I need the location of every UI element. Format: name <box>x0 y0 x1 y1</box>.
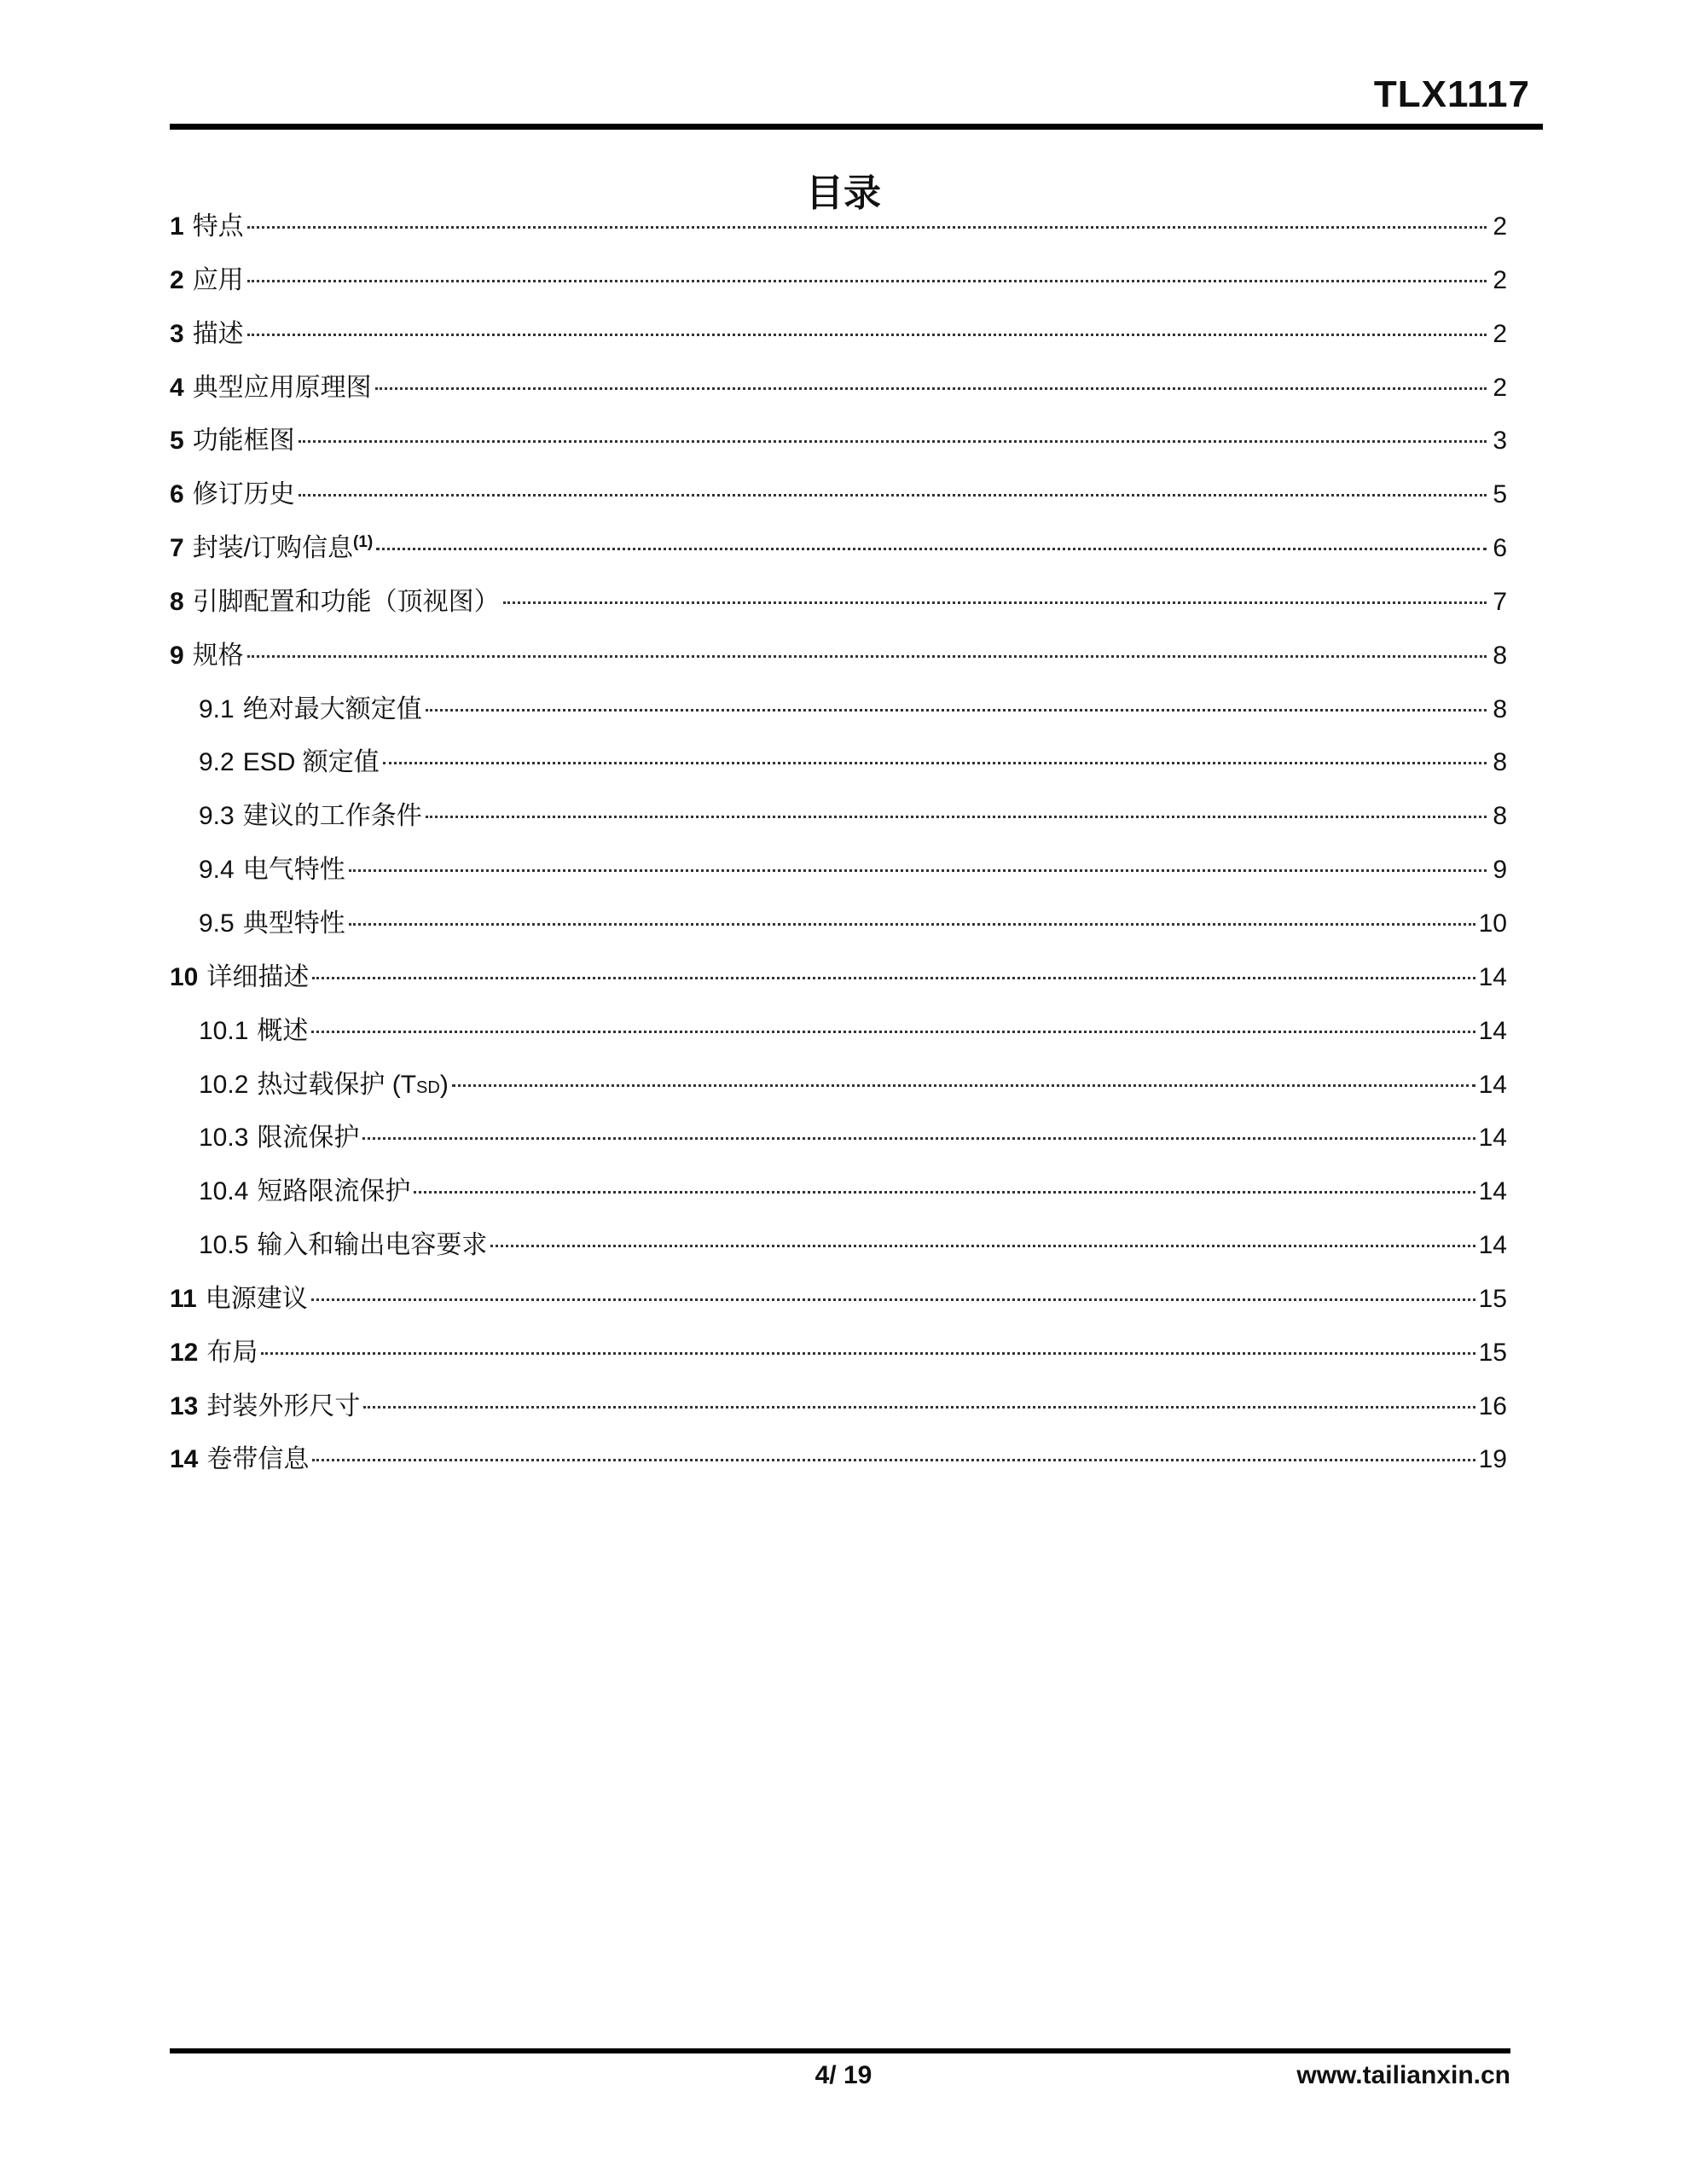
toc-entry-page-number: 2 <box>1493 265 1507 294</box>
toc-entry-title-text: 应用 <box>192 265 244 294</box>
toc-entry-number: 5 <box>170 427 184 456</box>
toc-dot-leader <box>490 1245 1475 1247</box>
toc-entry-number: 11 <box>170 1284 197 1313</box>
toc-dot-leader <box>375 387 1487 390</box>
toc-entry-title-text: ESD 额定值 <box>242 748 380 777</box>
toc-entry-page-number: 2 <box>1493 319 1507 348</box>
toc-entry[interactable] <box>170 206 1507 259</box>
toc-entry-page-number: 5 <box>1493 480 1507 509</box>
toc-entry-title <box>248 1010 308 1053</box>
toc-entry-title <box>184 581 500 624</box>
toc-dot-leader <box>383 762 1487 764</box>
toc-entry-title-text: 修订历史 <box>192 480 295 509</box>
toc-entry-number: 10.1 <box>199 1016 249 1045</box>
toc-dot-leader <box>363 1406 1475 1409</box>
toc-entry[interactable] <box>170 259 1507 313</box>
toc-entry-title <box>198 1438 309 1481</box>
toc-entry-title-text: 特点 <box>192 212 244 241</box>
toc-entry-title-text: 绝对最大额定值 <box>242 694 422 723</box>
toc-entry-title <box>184 206 244 248</box>
toc-entry-title-text: 典型特性 <box>242 909 345 938</box>
toc-entry-title-text: 规格 <box>192 641 244 670</box>
toc-entry-title <box>184 527 374 570</box>
toc-entry-title <box>198 1385 360 1428</box>
toc-entry-title-text: 典型应用原理图 <box>192 373 372 402</box>
toc-dot-leader <box>376 548 1487 550</box>
document-header-title: TLX1117 <box>1373 73 1530 115</box>
toc-entry-title-text: 功能框图 <box>192 427 295 456</box>
toc-dot-leader <box>312 977 1475 979</box>
toc-entry[interactable] <box>170 956 1507 1010</box>
toc-entry[interactable] <box>170 1278 1507 1332</box>
toc-entry-title <box>198 1332 258 1374</box>
toc-entry[interactable] <box>170 1064 1507 1118</box>
toc-entry-title-text: 短路限流保护 <box>257 1177 411 1206</box>
toc-entry-page-number: 8 <box>1493 641 1507 670</box>
toc-entry-title <box>235 688 422 731</box>
toc-entry-page-number: 8 <box>1493 748 1507 777</box>
toc-entry[interactable] <box>170 367 1507 421</box>
toc-entry[interactable] <box>170 1224 1507 1278</box>
toc-entry-title-end: ) <box>439 1070 449 1099</box>
toc-entry-title <box>235 795 422 838</box>
toc-entry-page-number: 14 <box>1478 1231 1507 1260</box>
toc-entry-number: 1 <box>170 212 184 241</box>
toc-entry[interactable] <box>170 1117 1507 1170</box>
toc-dot-leader <box>452 1084 1475 1087</box>
toc-entry-number: 10.2 <box>199 1070 249 1099</box>
toc-entry[interactable] <box>170 1010 1507 1064</box>
header-rule <box>170 124 1543 130</box>
toc-entry-number: 3 <box>170 319 184 348</box>
footer-website: www.tailianxin.cn <box>1296 2061 1510 2089</box>
toc-entry-title-text: 封装外形尺寸 <box>206 1391 361 1420</box>
toc-dot-leader <box>426 709 1487 712</box>
footer-rule <box>170 2048 1510 2053</box>
toc-dot-leader <box>311 1031 1475 1033</box>
toc-entry-number: 9.1 <box>199 694 235 723</box>
toc-entry-title <box>248 1170 410 1213</box>
toc-entry-number: 2 <box>170 265 184 294</box>
toc-entry-title-text: 热过载保护 (T <box>257 1070 417 1099</box>
toc-entry-page-number: 8 <box>1493 802 1507 831</box>
toc-entry-number: 9 <box>170 641 184 670</box>
toc-dot-leader <box>247 655 1487 658</box>
toc-entry-page-number: 15 <box>1478 1338 1507 1367</box>
toc-entry-title <box>248 1224 487 1267</box>
table-of-contents <box>170 206 1507 1492</box>
toc-dot-leader <box>414 1191 1475 1194</box>
toc-entry-title <box>235 741 380 784</box>
toc-entry-page-number: 8 <box>1493 694 1507 723</box>
toc-entry-page-number: 6 <box>1493 534 1507 563</box>
toc-entry-title-text: 电气特性 <box>242 856 345 885</box>
toc-entry-page-number: 14 <box>1478 1124 1507 1153</box>
toc-entry[interactable] <box>170 688 1507 742</box>
toc-entry-title <box>184 473 295 516</box>
footer-page-indicator: 4/ 19 <box>815 2061 872 2089</box>
toc-entry[interactable] <box>170 741 1507 795</box>
toc-entry-number: 9.2 <box>199 748 235 777</box>
toc-entry-number: 10 <box>170 962 199 991</box>
toc-entry-page-number: 14 <box>1478 962 1507 991</box>
toc-entry-title-text: 概述 <box>257 1016 309 1045</box>
toc-entry-title <box>197 1278 308 1321</box>
toc-entry-title <box>184 259 244 302</box>
toc-entry-title <box>198 956 309 999</box>
toc-entry-number: 8 <box>170 587 184 616</box>
toc-dot-leader <box>349 869 1487 872</box>
toc-entry-title-text: 卷带信息 <box>206 1445 310 1474</box>
toc-entry-number: 7 <box>170 534 184 563</box>
toc-entry-page-number: 19 <box>1478 1445 1507 1474</box>
toc-entry-page-number: 9 <box>1493 856 1507 885</box>
toc-entry-title <box>235 849 345 892</box>
toc-entry-number: 12 <box>170 1338 199 1367</box>
toc-entry-title <box>184 420 295 462</box>
toc-dot-leader <box>503 601 1487 604</box>
toc-entry[interactable] <box>170 473 1507 527</box>
toc-entry-footnote-marker: (1) <box>353 533 374 552</box>
toc-entry[interactable] <box>170 581 1507 635</box>
toc-entry-page-number: 14 <box>1478 1070 1507 1099</box>
toc-dot-leader <box>349 923 1475 926</box>
toc-entry-subscript: SD <box>416 1077 440 1097</box>
toc-entry-title-text: 输入和输出电容要求 <box>257 1231 488 1260</box>
toc-entry[interactable] <box>170 420 1507 473</box>
toc-entry[interactable] <box>170 1438 1507 1492</box>
toc-entry-page-number: 7 <box>1493 587 1507 616</box>
toc-entry[interactable] <box>170 1170 1507 1224</box>
toc-entry[interactable] <box>170 903 1507 956</box>
toc-entry-page-number: 2 <box>1493 373 1507 402</box>
toc-entry-title-text: 详细描述 <box>206 962 310 991</box>
toc-entry-title-text: 建议的工作条件 <box>242 802 422 831</box>
toc-entry-title-text: 封装/订购信息 <box>192 534 354 563</box>
toc-entry-title-text: 布局 <box>206 1338 258 1367</box>
toc-entry-number: 9.4 <box>199 856 235 885</box>
toc-entry-title-text: 限流保护 <box>257 1124 360 1153</box>
toc-entry-number: 9.3 <box>199 802 235 831</box>
toc-entry-number: 13 <box>170 1391 199 1420</box>
toc-entry-number: 10.4 <box>199 1177 249 1206</box>
toc-dot-leader <box>426 816 1487 818</box>
toc-dot-leader <box>299 494 1487 497</box>
toc-dot-leader <box>299 440 1487 443</box>
toc-entry-page-number: 15 <box>1478 1284 1507 1313</box>
toc-entry-title-text: 描述 <box>192 319 244 348</box>
toc-entry[interactable] <box>170 849 1507 903</box>
toc-entry[interactable] <box>170 635 1507 688</box>
toc-dot-leader <box>247 280 1487 282</box>
toc-entry[interactable] <box>170 527 1507 581</box>
toc-entry-page-number: 14 <box>1478 1016 1507 1045</box>
toc-dot-leader <box>311 1298 1475 1301</box>
toc-entry[interactable] <box>170 1385 1507 1439</box>
toc-dot-leader <box>247 226 1487 229</box>
toc-dot-leader <box>261 1352 1475 1355</box>
toc-entry-title <box>235 903 345 945</box>
toc-entry-page-number: 10 <box>1478 909 1507 938</box>
toc-entry-number: 14 <box>170 1445 199 1474</box>
toc-dot-leader <box>312 1459 1475 1461</box>
toc-heading: 目录 <box>806 172 881 214</box>
toc-entry-title <box>184 635 244 677</box>
toc-entry-number: 9.5 <box>199 909 235 938</box>
toc-entry-number: 10.3 <box>199 1124 249 1153</box>
toc-entry-number: 10.5 <box>199 1231 249 1260</box>
toc-entry-title <box>248 1117 359 1159</box>
toc-entry-page-number: 14 <box>1478 1177 1507 1206</box>
toc-entry[interactable] <box>170 795 1507 849</box>
toc-entry-page-number: 16 <box>1478 1391 1507 1420</box>
toc-entry-number: 6 <box>170 480 184 509</box>
toc-entry-title <box>248 1064 448 1109</box>
toc-entry-title <box>184 367 372 410</box>
toc-dot-leader <box>247 334 1487 336</box>
toc-entry[interactable] <box>170 1332 1507 1385</box>
toc-entry-title <box>184 313 244 356</box>
toc-entry-page-number: 3 <box>1493 427 1507 456</box>
toc-dot-leader <box>362 1137 1475 1140</box>
toc-entry-title-text: 电源建议 <box>205 1284 308 1313</box>
toc-entry-number: 4 <box>170 373 184 402</box>
toc-entry[interactable] <box>170 313 1507 367</box>
toc-entry-page-number: 2 <box>1493 212 1507 241</box>
toc-entry-title-text: 引脚配置和功能（顶视图） <box>192 587 500 616</box>
